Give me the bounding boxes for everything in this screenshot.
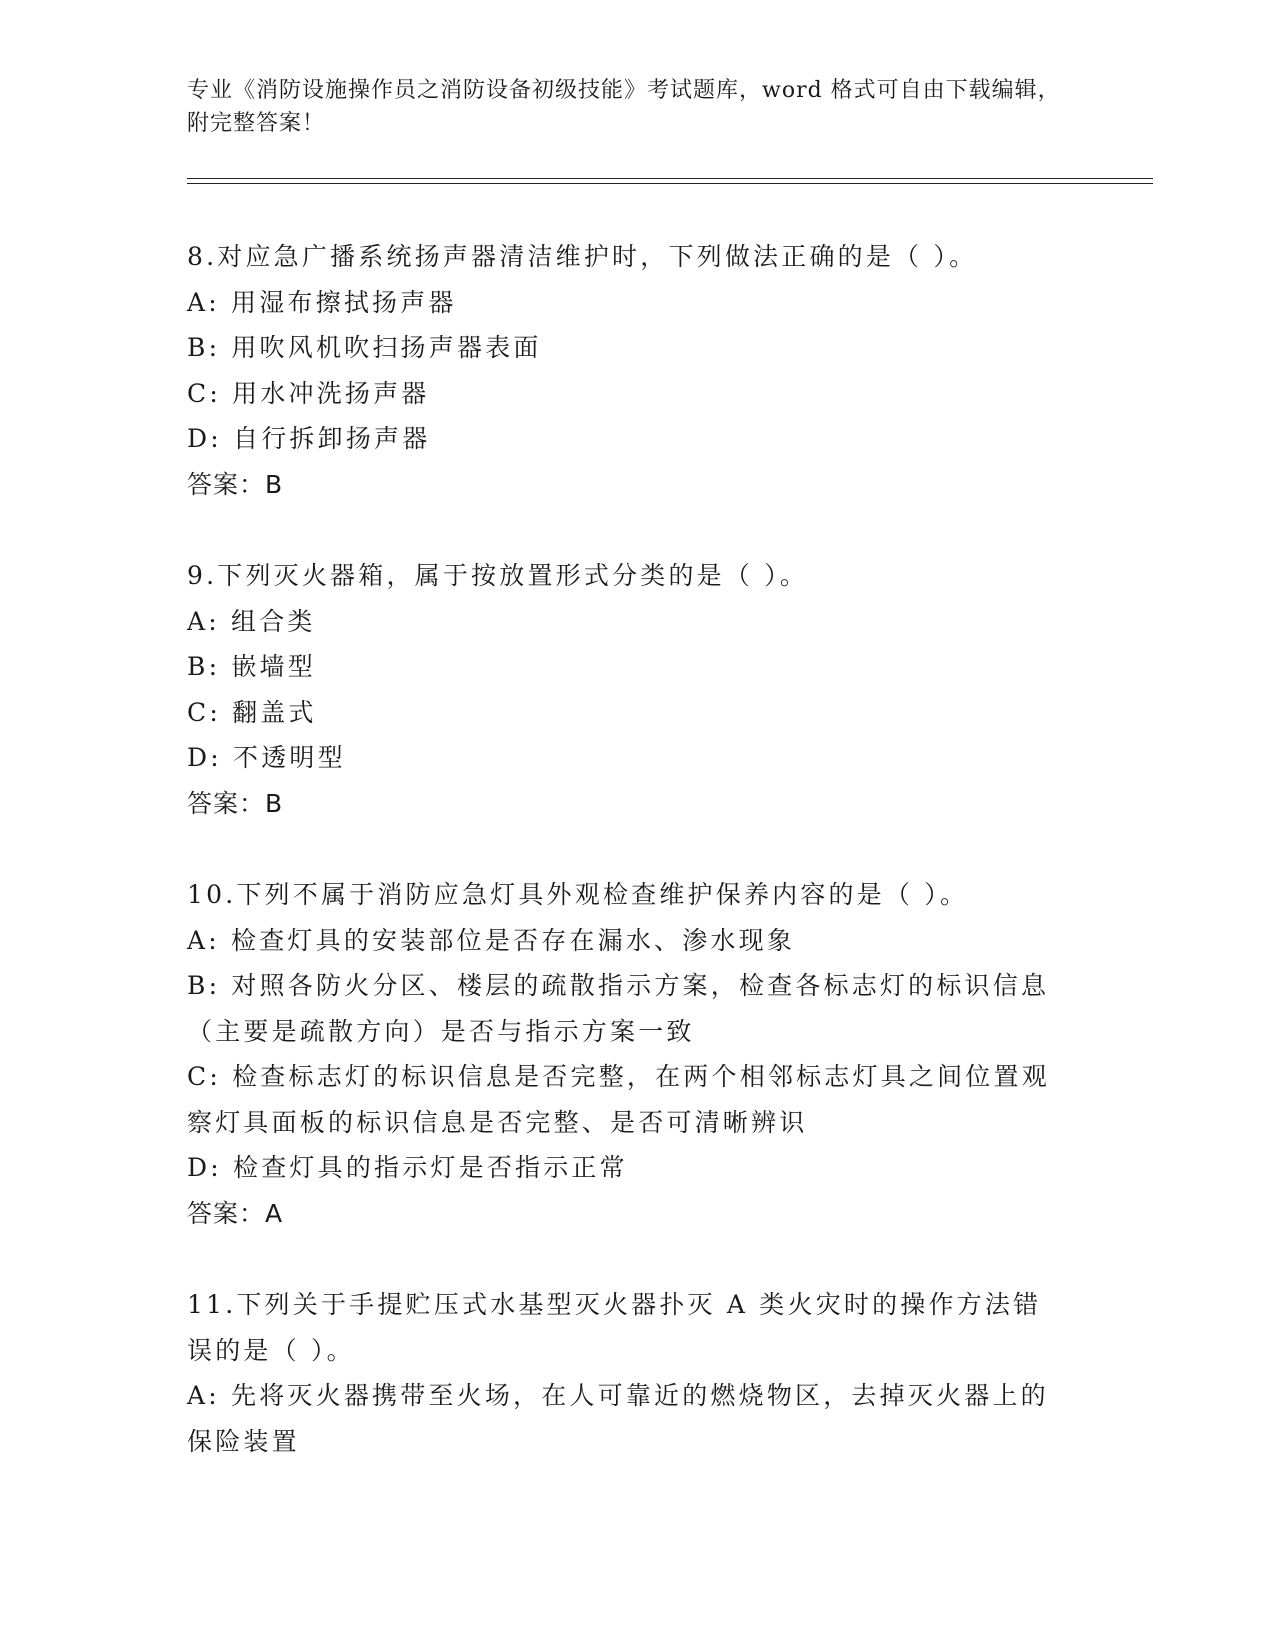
header-divider-top <box>187 178 1153 179</box>
answer: 答案：A <box>187 1198 284 1228</box>
question-9 <box>187 553 1067 826</box>
question-11 <box>187 1282 1067 1464</box>
option-b: B: 用吹风机吹扫扬声器表面 <box>187 333 542 362</box>
document-header: 专业《消防设施操作员之消防设备初级技能》考试题库，word 格式可自由下载编辑，附完整答案！ <box>187 78 1061 136</box>
question-10 <box>187 872 1067 1236</box>
question-stem: 8.对应急广播系统扬声器清洁维护时，下列做法正确的是（ ）。 <box>187 242 978 271</box>
question-stem: 9.下列灭火器箱，属于按放置形式分类的是（ ）。 <box>187 561 809 590</box>
option-a: A: 检查灯具的安装部位是否存在漏水、渗水现象 <box>187 925 796 955</box>
answer: 答案：B <box>187 788 284 818</box>
option-b: B: 对照各防火分区、楼层的疏散指示方案，检查各标志灯的标识信息（主要是疏散方向）是否与指示方案一致 <box>187 971 1050 1046</box>
header-divider-bottom <box>187 183 1153 184</box>
option-b: B: 嵌墙型 <box>187 652 316 681</box>
answer: 答案：B <box>187 469 284 499</box>
option-d: D: 检查灯具的指示灯是否指示正常 <box>187 1153 628 1182</box>
question-stem: 10.下列不属于消防应急灯具外观检查维护保养内容的是（ ）。 <box>187 880 969 909</box>
question-stem: 11.下列关于手提贮压式水基型灭火器扑灭 A 类火灾时的操作方法错误的是（ ）。 <box>187 1290 1042 1365</box>
option-a: A: 组合类 <box>187 606 316 636</box>
option-a: A: 用湿布擦拭扬声器 <box>187 287 457 317</box>
option-d: D: 不透明型 <box>187 743 346 772</box>
option-c: C: 用水冲洗扬声器 <box>187 378 430 408</box>
question-8 <box>187 234 1067 507</box>
option-c: C: 翻盖式 <box>187 697 317 727</box>
option-c: C: 检查标志灯的标识信息是否完整，在两个相邻标志灯具之间位置观察灯具面板的标识信息是否完整、是否可清晰辨识 <box>187 1062 1050 1137</box>
option-d: D: 自行拆卸扬声器 <box>187 424 431 453</box>
option-a: A: 先将灭火器携带至火场，在人可靠近的燃烧物区，去掉灭火器上的保险装置 <box>187 1381 1049 1456</box>
